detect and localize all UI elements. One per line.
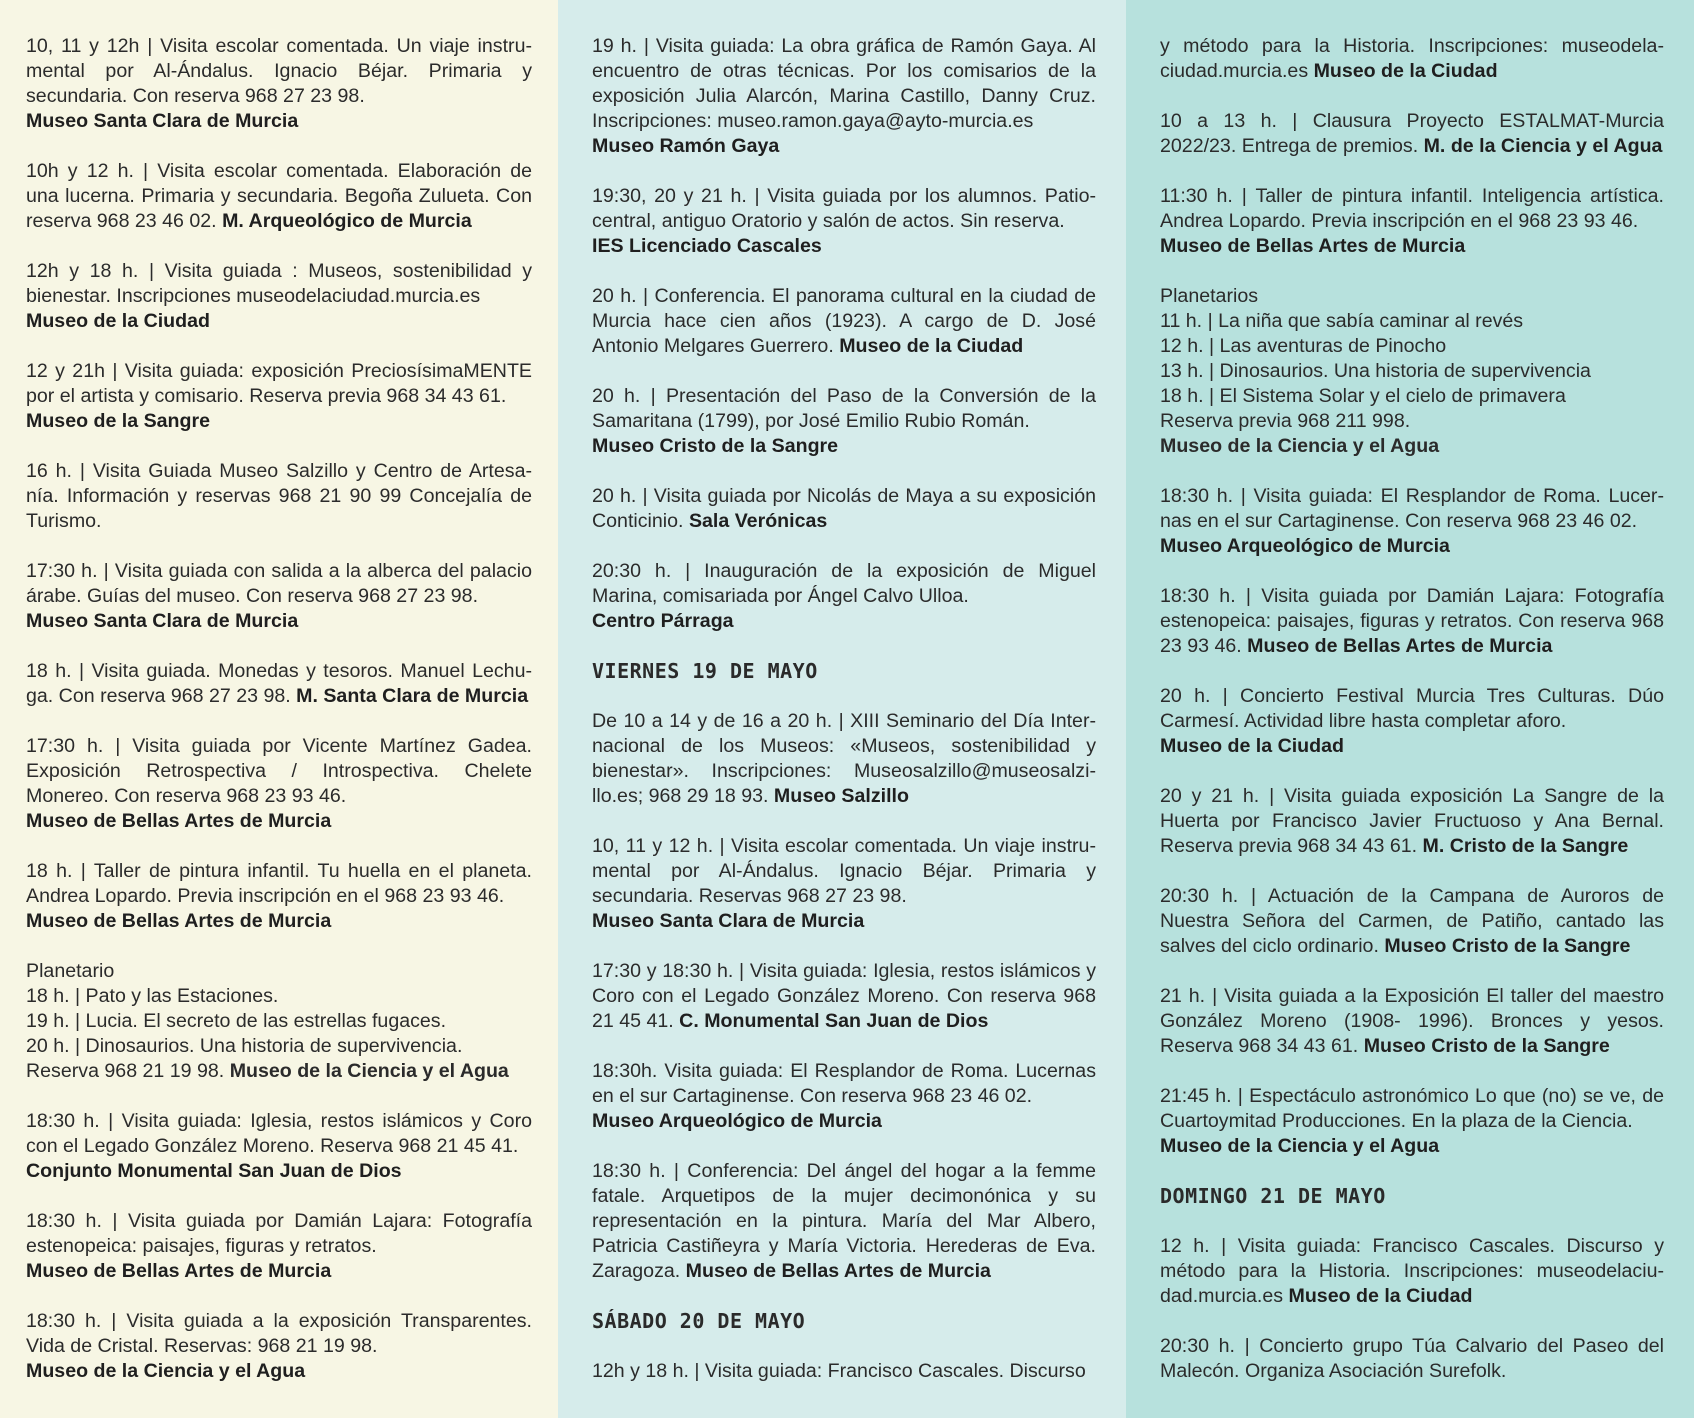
event-entry: 18:30 h. | Conferencia: Del ángel del hogar a la femme fatale. Arquetipos de la mujer decimonónica y su representación en la pintura. María del Mar Albero, Patricia Castiñeyra y María Victoria. Herederas de Eva. Zaragoza. Museo de Bellas Artes de Murcia <box>592 1160 1096 1282</box>
event-entry: 10, 11 y 12 h. | Visita escolar comentada. Un viaje instrumental por Al-Ándalus. Ignacio Béjar. Primaria y secundaria. Reservas 968 27 23 98. Museo Santa Clara de Murcia <box>592 835 1096 932</box>
venue: M. Santa Clara de Murcia <box>296 685 529 707</box>
event-entry: 20:30 h. | Actuación de la Campana de Auroros de Nuestra Señora del Carmen, de Patiño, cantado las salves del ciclo ordinario. Museo Cristo de la Sangre <box>1160 885 1664 957</box>
venue: Museo de Bellas Artes de Murcia <box>685 1260 991 1282</box>
event-entry: 16 h. | Visita Guiada Museo Salzillo y Centro de Artesanía. Información y reservas 968 21 90 99 Concejalía de Turismo. <box>26 460 532 532</box>
event-entry: 21 h. | Visita guiada a la Exposición El taller del maestro González Moreno (1908- 1996). Bronces y yesos. Reserva 968 34 43 61. Museo Cristo de la Sangre <box>1160 985 1664 1057</box>
venue: Museo Santa Clara de Murcia <box>26 110 299 132</box>
event-entry: 20 h. | Conferencia. El panorama cultural en la ciudad de Murcia hace cien años (1923). A cargo de D. José Antonio Melgares Guerrero. Museo de la Ciudad <box>592 285 1096 357</box>
column-3 <box>1126 0 1694 1418</box>
venue: Museo de la Ciudad <box>1313 60 1498 82</box>
event-entry: 20 y 21 h. | Visita guiada exposición La Sangre de la Huerta por Francisco Javier Fructuoso y Ana Bernal. Reserva previa 968 34 43 61. M. Cristo de la Sangre <box>1160 785 1664 857</box>
event-entry: 18:30h. Visita guiada: El Resplandor de Roma. Lucernas en el sur Cartaginense. Con reserva 968 23 46 02. Museo Arqueológico de Murcia <box>592 1060 1096 1132</box>
event-entry: 12 h. | Visita guiada: Francisco Cascales. Discurso y método para la Historia. Inscripciones: museodelaciudad.murcia.es Museo de la Ciudad <box>1160 1235 1664 1307</box>
event-entry: 10 a 13 h. | Clausura Proyecto ESTALMAT-Murcia 2022/23. Entrega de premios. M. de la Ciencia y el Agua <box>1160 110 1664 157</box>
venue: Museo de Bellas Artes de Murcia <box>26 910 332 932</box>
venue: Museo Cristo de la Sangre <box>1363 1035 1610 1057</box>
day-heading: VIERNES 19 DE MAYO <box>592 659 818 683</box>
venue: Museo de la Ciudad <box>26 310 210 332</box>
planetarios-block: Planetarios 11 h. | La niña que sabía caminar al revés 12 h. | Las aventuras de Pinocho 13 h. | Dinosaurios. Una historia de supervivencia 18 h. | El Sistema Solar y el cielo de primavera Reserva previa 968 211 998. Museo de la Ciencia y el Agua <box>1160 284 1664 459</box>
venue: Museo Salzillo <box>773 785 909 807</box>
day-heading: SÁBADO 20 DE MAYO <box>592 1309 806 1333</box>
event-entry: 10h y 12 h. | Visita escolar comentada. Elaboración de una lucerna. Primaria y secundaria. Begoña Zulueta. Con reserva 968 23 46 02. M. Arqueológico de Murcia <box>26 160 532 232</box>
event-entry: 21:45 h. | Espectáculo astronómico Lo que (no) se ve, de Cuartoymitad Producciones. En la plaza de la Ciencia. Museo de la Ciencia y el Agua <box>1160 1085 1664 1157</box>
venue: Museo Cristo de la Sangre <box>1384 935 1631 957</box>
event-entry: 17:30 h. | Visita guiada con salida a la alberca del palacio árabe. Guías del museo. Con reserva 968 27 23 98. Museo Santa Clara de Murcia <box>26 560 532 632</box>
venue: M. Arqueológico de Murcia <box>222 210 472 232</box>
venue: M. Cristo de la Sangre <box>1422 835 1629 857</box>
column-2 <box>558 0 1126 1418</box>
event-entry: 18:30 h. | Visita guiada por Damián Lajara: Fotografía estenopeica: paisajes, figuras y retratos. Museo de Bellas Artes de Murcia <box>26 1210 532 1282</box>
planetario-block: Planetario 18 h. | Pato y las Estaciones. 19 h. | Lucia. El secreto de las estrellas fugaces. 20 h. | Dinosaurios. Una historia de supervivencia. Reserva 968 21 19 98. Museo de la Ciencia y el Agua <box>26 960 509 1082</box>
venue: Museo de la Ciudad <box>839 335 1024 357</box>
venue: Museo de la Ciencia y el Agua <box>1160 1135 1440 1157</box>
venue: Sala Verónicas <box>688 510 828 532</box>
event-entry: 12 y 21h | Visita guiada: exposición PreciosísimaMENTE por el artista y comisario. Reserva previa 968 34 43 61. Museo de la Sangre <box>26 360 532 432</box>
venue: Museo de Bellas Artes de Murcia <box>1247 635 1553 657</box>
venue: C. Monumental San Juan de Dios <box>679 1010 989 1032</box>
event-entry: 18 h. | Visita guiada. Monedas y tesoros. Manuel Lechuga. Con reserva 968 27 23 98. M. Santa Clara de Murcia <box>26 660 532 707</box>
venue: Museo de la Ciencia y el Agua <box>26 1360 306 1382</box>
venue: Museo Arqueológico de Murcia <box>592 1110 882 1132</box>
venue: Museo de Bellas Artes de Murcia <box>26 1260 332 1282</box>
event-entry: 20:30 h. | Inauguración de la exposición de Miguel Marina, comisariada por Ángel Calvo Ulloa. Centro Párraga <box>592 560 1096 632</box>
venue: Museo Ramón Gaya <box>592 135 780 157</box>
venue: Museo Cristo de la Sangre <box>592 435 839 457</box>
event-entry: 17:30 h. | Visita guiada por Vicente Martínez Gadea. Exposición Retrospectiva / Introspectiva. Chelete Monereo. Con reserva 968 23 93 46. Museo de Bellas Artes de Murcia <box>26 735 532 832</box>
event-entry: 18:30 h. | Visita guiada a la exposición Transparentes. Vida de Cristal. Reservas: 968 21 19 98. Museo de la Ciencia y el Agua <box>26 1310 532 1382</box>
event-entry: 18 h. | Taller de pintura infantil. Tu huella en el planeta. Andrea Lopardo. Previa inscripción en el 968 23 93 46. Museo de Bellas Artes de Murcia <box>26 860 532 932</box>
day-heading: DOMINGO 21 DE MAYO <box>1160 1184 1386 1208</box>
venue: Museo de Bellas Artes de Murcia <box>1160 235 1466 257</box>
event-entry: 20 h. | Concierto Festival Murcia Tres Culturas. Dúo Carmesí. Actividad libre hasta completar aforo. Museo de la Ciudad <box>1160 685 1664 757</box>
event-entry: 20 h. | Visita guiada por Nicolás de Maya a su exposición Conticinio. Sala Verónicas <box>592 485 1096 532</box>
event-entry: 12h y 18 h. | Visita guiada : Museos, sostenibilidad y bienestar. Inscripciones museodelaciudad.murcia.es Museo de la Ciudad <box>26 260 532 332</box>
event-entry: De 10 a 14 y de 16 a 20 h. | XIII Seminario del Día Internacional de los Museos: «Museos, sostenibilidad y bienestar». Inscripciones: Museosalzillo@museosalzillo.es; 968 29 18 93. Museo Salzillo <box>592 710 1096 807</box>
event-entry: y método para la Historia. Inscripciones: museodelaciudad.murcia.es Museo de la Ciudad <box>1160 35 1664 82</box>
venue: Conjunto Monumental San Juan de Dios <box>26 1160 402 1182</box>
venue: Museo de la Ciencia y el Agua <box>229 1060 509 1082</box>
event-entry: 19 h. | Visita guiada: La obra gráfica de Ramón Gaya. Al encuentro de otras técnicas. Por los comisarios de la exposición Julia Alarcón, Marina Castillo, Danny Cruz. Inscripciones: museo.ramon.gaya@ayto-murcia.es Museo Ramón Gaya <box>592 35 1096 157</box>
event-entry: 19:30, 20 y 21 h. | Visita guiada por los alumnos. Patio-central, antiguo Oratorio y salón de actos. Sin reserva. IES Licenciado Cascales <box>592 185 1096 257</box>
event-entry: 11:30 h. | Taller de pintura infantil. Inteligencia artística. Andrea Lopardo. Previa inscripción en el 968 23 93 46. Museo de Bellas Artes de Murcia <box>1160 185 1664 257</box>
venue: IES Licenciado Cascales <box>592 235 822 257</box>
event-entry: 18:30 h. | Visita guiada por Damián Lajara: Fotografía estenopeica: paisajes, figuras y retratos. Con reserva 968 23 93 46. Museo de Bellas Artes de Murcia <box>1160 585 1664 657</box>
event-entry: 10, 11 y 12h | Visita escolar comentada. Un viaje instrumental por Al-Ándalus. Ignacio Béjar. Primaria y secundaria. Con reserva 968 27 23 98. Museo Santa Clara de Murcia <box>26 35 532 132</box>
venue: Museo Santa Clara de Murcia <box>26 610 299 632</box>
venue: Centro Párraga <box>592 610 734 632</box>
event-entry: 20:30 h. | Concierto grupo Túa Calvario del Paseo del Malecón. Organiza Asociación Surefolk. <box>1160 1335 1664 1382</box>
event-entry: 18:30 h. | Visita guiada: El Resplandor de Roma. Lucernas en el sur Cartaginense. Con reserva 968 23 46 02. Museo Arqueológico de Murcia <box>1160 485 1664 557</box>
venue: Museo de la Ciencia y el Agua <box>1160 435 1440 457</box>
event-entry: 18:30 h. | Visita guiada: Iglesia, restos islámicos y Coro con el Legado González Moreno. Reserva 968 21 45 41. Conjunto Monumental San Juan de Dios <box>26 1110 532 1182</box>
venue: Museo de Bellas Artes de Murcia <box>26 810 332 832</box>
venue: Museo de la Ciudad <box>1160 735 1344 757</box>
column-1 <box>0 0 558 1418</box>
event-entry: 12h y 18 h. | Visita guiada: Francisco Cascales. Discurso <box>592 1360 1086 1382</box>
venue: Museo Santa Clara de Murcia <box>592 910 865 932</box>
venue: Museo de la Ciudad <box>1288 1285 1473 1307</box>
event-entry: 17:30 y 18:30 h. | Visita guiada: Iglesia, restos islámicos y Coro con el Legado González Moreno. Con reserva 968 21 45 41. C. Monumental San Juan de Dios <box>592 960 1096 1032</box>
venue: M. de la Ciencia y el Agua <box>1423 135 1663 157</box>
venue: Museo Arqueológico de Murcia <box>1160 535 1450 557</box>
venue: Museo de la Sangre <box>26 410 211 432</box>
event-entry: 20 h. | Presentación del Paso de la Conversión de la Samaritana (1799), por José Emilio Rubio Román. Museo Cristo de la Sangre <box>592 385 1096 457</box>
